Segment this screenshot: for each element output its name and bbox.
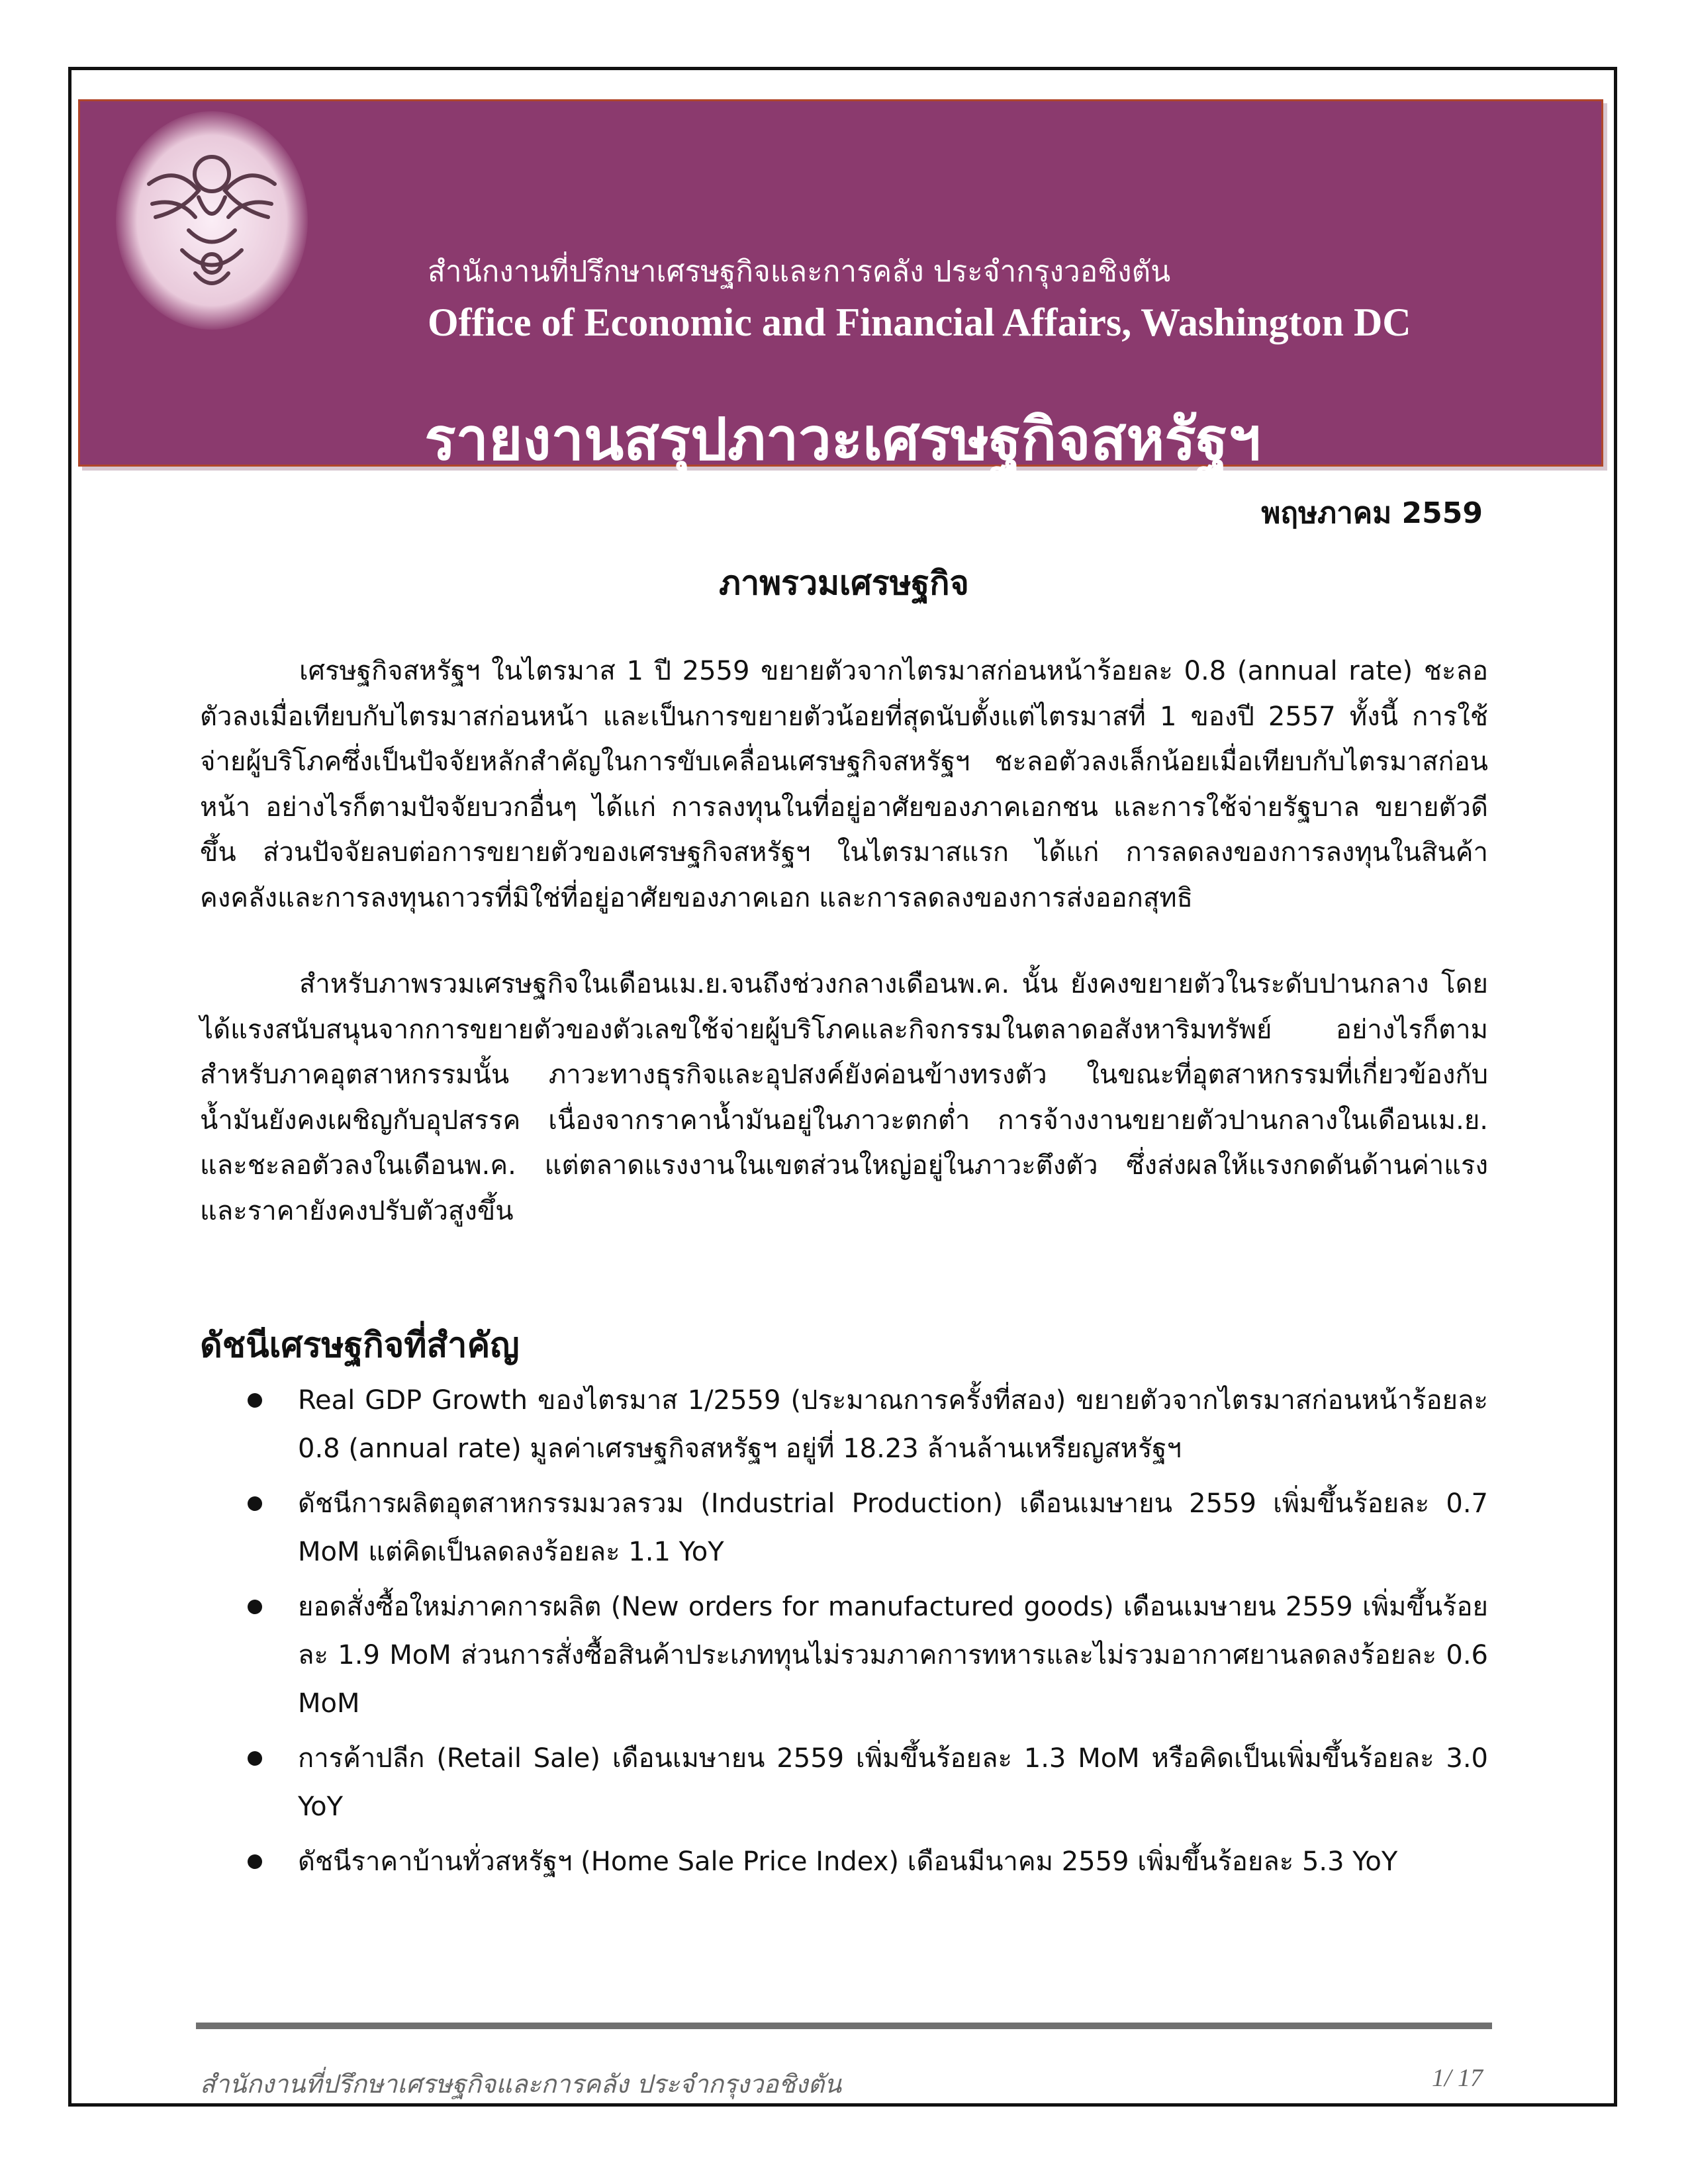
- indicator-text: ดัชนีการผลิตอุตสาหกรรมมวลรวม (Industrial Production) เดือนเมษายน 2559 เพิ่มขึ้นร้อยละ 0.7 MoM แต่คิดเป็นลดลงร้อยละ 1.1 YoY: [298, 1488, 1488, 1567]
- overview-paragraph-2: สำหรับภาพรวมเศรษฐกิจในเดือนเม.ย.จนถึงช่วงกลางเดือนพ.ค. นั้น ยังคงขยายตัวในระดับปานกลาง โดยได้แรงสนับสนุนจากการขยายตัวของตัวเลขใช้จ่ายผู้บริโภคและกิจกรรมในตลาดอสังหาริมทรัพย์ อย่างไรก็ตาม สำหรับภาคอุตสาหกรรมนั้น ภาวะทางธุรกิจและอุปสงค์ยังค่อนข้างทรงตัว ในขณะที่อุตสาหกรรมที่เกี่ยวข้องกับน้ำมันยังคงเผชิญกับอุปสรรค เนื่องจากราคาน้ำมันอยู่ในภาวะตกต่ำ การจ้างงานขยายตัวปานกลางในเดือนเม.ย. และชะลอตัวลงในเดือนพ.ค. แต่ตลาดแรงงานในเขตส่วนใหญ่อยู่ในภาวะตึงตัว ซึ่งส่งผลให้แรงกดดันด้านค่าแรงและราคายังคงปรับตัวสูงขึ้น: [200, 969, 1488, 1226]
- report-title: รายงานสรุปภาวะเศรษฐกิจสหรัฐฯ: [424, 405, 1261, 473]
- list-item: [200, 1583, 1488, 1728]
- bullet-icon: [248, 1496, 262, 1511]
- list-item: [200, 1480, 1488, 1576]
- indicators-heading: ดัชนีเศรษฐกิจที่สำคัญ: [200, 1326, 520, 1365]
- indicator-text: ยอดสั่งซื้อใหม่ภาคการผลิต (New orders for manufactured goods) เดือนเมษายน 2559 เพิ่มขึ้นร้อยละ 1.9 MoM ส่วนการสั่งซื้อสินค้าประเภททุนไม่รวมภาคการทหารและไม่รวมอากาศยานลดลงร้อยละ 0.6 MoM: [298, 1592, 1488, 1719]
- page-number: 1/ 17: [1431, 2064, 1483, 2092]
- list-item: [200, 1377, 1488, 1473]
- bullet-icon: [248, 1751, 262, 1766]
- report-date: พฤษภาคม 2559: [1261, 496, 1483, 530]
- footer-divider: [196, 2023, 1492, 2029]
- indicator-text: Real GDP Growth ของไตรมาส 1/2559 (ประมาณการครั้งที่สอง) ขยายตัวจากไตรมาสก่อนหน้าร้อยละ 0.8 (annual rate) มูลค่าเศรษฐกิจสหรัฐฯ อยู่ที่ 18.23 ล้านล้านเหรียญสหรัฐฯ: [298, 1385, 1488, 1464]
- garuda-seal-logo: [116, 111, 308, 330]
- list-item: [200, 1735, 1488, 1831]
- org-name-english: Office of Economic and Financial Affairs, Washington DC: [428, 300, 1411, 344]
- header-banner: [78, 99, 1603, 473]
- org-name-thai: สำนักงานที่ปรึกษาเศรษฐกิจและการคลัง ประจำกรุงวอชิงตัน: [428, 255, 1171, 289]
- bullet-icon: [248, 1393, 262, 1408]
- indicator-text: การค้าปลีก (Retail Sale) เดือนเมษายน 2559 เพิ่มขึ้นร้อยละ 1.3 MoM หรือคิดเป็นเพิ่มขึ้นร้อยละ 3.0 YoY: [298, 1743, 1488, 1822]
- bullet-icon: [248, 1854, 262, 1869]
- garuda-seal-icon: [136, 138, 288, 303]
- bullet-icon: [248, 1600, 262, 1614]
- footer-org-name: สำนักงานที่ปรึกษาเศรษฐกิจและการคลัง ประจำกรุงวอชิงตัน: [200, 2070, 842, 2099]
- indicators-list: [200, 1377, 1488, 1893]
- overview-title: ภาพรวมเศรษฐกิจ: [719, 564, 969, 602]
- list-item: [200, 1838, 1488, 1886]
- indicator-text: ดัชนีราคาบ้านทั่วสหรัฐฯ (Home Sale Price Index) เดือนมีนาคม 2559 เพิ่มขึ้นร้อยละ 5.3 YoY: [298, 1846, 1398, 1877]
- overview-paragraph-1: เศรษฐกิจสหรัฐฯ ในไตรมาส 1 ปี 2559 ขยายตัวจากไตรมาสก่อนหน้าร้อยละ 0.8 (annual rate) ชะลอตัวลงเมื่อเทียบกับไตรมาสก่อนหน้า และเป็นการขยายตัวน้อยที่สุดนับตั้งแต่ไตรมาสที่ 1 ของปี 2557 ทั้งนี้ การใช้จ่ายผู้บริโภคซึ่งเป็นปัจจัยหลักสำคัญในการขับเคลื่อนเศรษฐกิจสหรัฐฯ ชะลอตัวลงเล็กน้อยเมื่อเทียบกับไตรมาสก่อนหน้า อย่างไรก็ตามปัจจัยบวกอื่นๆ ได้แก่ การลงทุนในที่อยู่อาศัยของภาคเอกชน และการใช้จ่ายรัฐบาล ขยายตัวดีขึ้น ส่วนปัจจัยลบต่อการขยายตัวของเศรษฐกิจสหรัฐฯ ในไตรมาสแรก ได้แก่ การลดลงของการลงทุนในสินค้าคงคลังและการลงทุนถาวรที่มิใช่ที่อยู่อาศัยของภาคเอก และการลดลงของการส่งออกสุทธิ: [200, 656, 1488, 913]
